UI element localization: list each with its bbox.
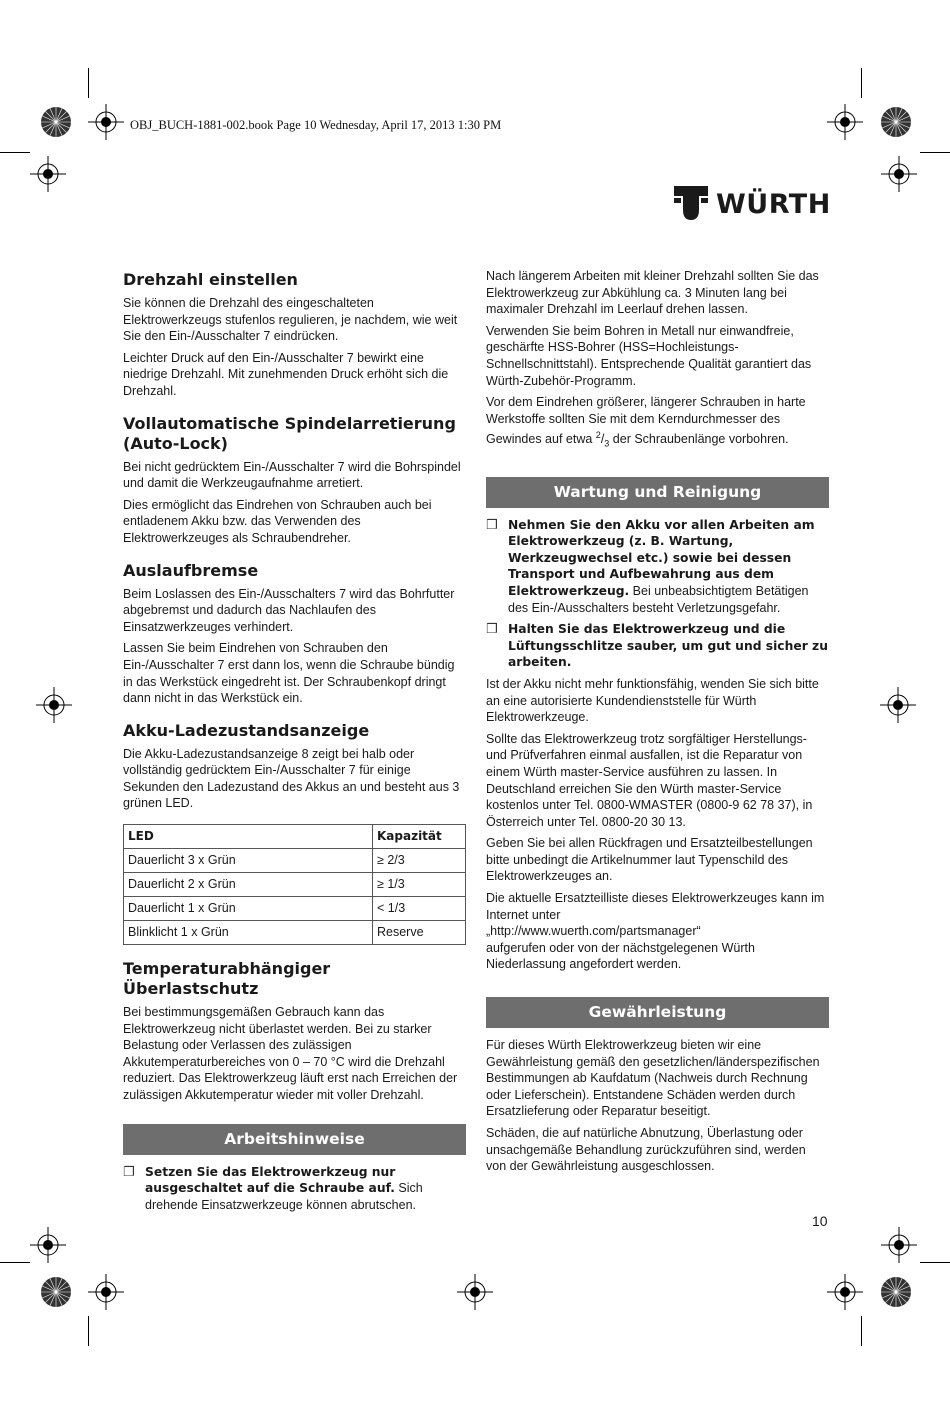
color-wheel-mark-icon bbox=[40, 106, 72, 138]
registration-mark-icon bbox=[36, 687, 72, 723]
table-row bbox=[124, 921, 466, 945]
table-cell: < 1/3 bbox=[373, 897, 466, 921]
section-title-drehzahl: Drehzahl einstellen bbox=[123, 270, 298, 289]
crop-mark bbox=[88, 1316, 89, 1346]
text-span: Vor dem Eindrehen größerer, längerer Schrauben in harte Werkstoffe sollten Sie mit dem Kerndurchmesser des Gewindes auf etwa bbox=[486, 395, 806, 447]
paragraph: Bei nicht gedrücktem Ein-/Ausschalter 7 wird die Bohrspindel und damit die Werkzeugaufnahme arretiert. bbox=[123, 459, 461, 491]
paragraph: Nach längerem Arbeiten mit kleiner Drehzahl sollten Sie das Elektrowerkzeug zur Abkühlung ca. 3 Minuten lang bei maximaler Drehzahl im Leerlauf drehen lassen. bbox=[486, 269, 819, 317]
section-bar-wartung: Wartung und Reinigung bbox=[486, 477, 829, 508]
color-wheel-mark-icon bbox=[40, 1276, 72, 1308]
table-header-capacity: Kapazität bbox=[373, 825, 466, 849]
registration-mark-icon bbox=[30, 1227, 66, 1263]
paragraph: Lassen Sie beim Eindrehen von Schrauben den Ein-/Ausschalter 7 erst dann los, wenn die Schraube bündig in das Werkstück eingedreht ist. Der Schraubenkopf dringt dann nicht in das Werkstück ein. bbox=[123, 641, 455, 706]
registration-mark-icon bbox=[457, 1274, 493, 1310]
text-span: der Schraubenlänge vorbohren. bbox=[609, 432, 789, 447]
paragraph bbox=[486, 890, 829, 973]
paragraph: Beim Loslassen des Ein-/Ausschalters 7 wird das Bohrfutter abgebremst und dadurch das Nachlaufen des Einsatzwerkzeuges verhindert. bbox=[123, 586, 455, 634]
section-bar-gewaehrleistung: Gewährleistung bbox=[486, 997, 829, 1028]
parts-manager-link[interactable]: „http://www.wuerth.com/partsmanager“ bbox=[486, 924, 701, 939]
registration-mark-icon bbox=[88, 104, 124, 140]
crop-mark bbox=[88, 68, 89, 98]
registration-mark-icon bbox=[88, 1274, 124, 1310]
list-item bbox=[123, 1164, 466, 1214]
registration-mark-icon bbox=[880, 687, 916, 723]
paragraph: Verwenden Sie beim Bohren in Metall nur einwandfreie, geschärfte HSS-Bohrer (HSS=Hochleistungs-Schnellschnittstahl). Entsprechende Qualität garantiert das Würth-Zubehör-Programm. bbox=[486, 323, 812, 388]
table-cell: Blinklicht 1 x Grün bbox=[124, 921, 373, 945]
registration-mark-icon bbox=[30, 156, 66, 192]
section-title-autolock: Vollautomatische Spindelarretierung (Auto-Lock) bbox=[123, 413, 456, 453]
paragraph: Vor dem Eindrehen größerer, längerer Schrauben in harte Werkstoffe sollten Sie mit dem Kerndurchmesser des Gewindes auf etwa $^2/_3$ der Schraubenlänge vorbohren. bbox=[486, 395, 806, 449]
text-span: aufgerufen oder von der nächstgelegenen Würth Niederlassung angefordert werden. bbox=[486, 940, 755, 972]
paragraph: Leichter Druck auf den Ein-/Ausschalter 7 bewirkt eine niedrige Drehzahl. Mit zunehmenden Druck erhöht sich die Drehzahl. bbox=[123, 350, 449, 398]
crop-mark bbox=[0, 1262, 30, 1263]
wuerth-logo-text: WÜRTH bbox=[716, 188, 831, 220]
registration-mark-icon bbox=[827, 1274, 863, 1310]
crop-mark bbox=[920, 152, 950, 153]
print-file-info: OBJ_BUCH-1881-002.book Page 10 Wednesday, April 17, 2013 1:30 PM bbox=[130, 118, 502, 132]
table-cell: ≥ 1/3 bbox=[373, 873, 466, 897]
bullet-strong-text: Setzen Sie das Elektrowerkzeug nur ausgeschaltet auf die Schraube auf. bbox=[145, 1164, 396, 1196]
section-bar-arbeitshinweise: Arbeitshinweise bbox=[123, 1124, 466, 1155]
crop-mark bbox=[861, 1316, 862, 1346]
paragraph: Für dieses Würth Elektrowerkzeug bieten wir eine Gewährleistung gemäß den gesetzlichen/länderspezifischen Bestimmungen ab Kaufdatum (Nachweis durch Rechnung oder Lieferschein). Entstandene Schäden werden durch Ersatzlieferung oder Reparatur beseitigt. bbox=[486, 1038, 820, 1119]
led-capacity-table bbox=[123, 824, 466, 945]
table-cell: Dauerlicht 2 x Grün bbox=[124, 873, 373, 897]
paragraph: Dies ermöglicht das Eindrehen von Schrauben auch bei entladenem Akku bzw. das Verwenden des Elektrowerkzeuges als Schraubendreher. bbox=[123, 497, 432, 545]
table-cell: Dauerlicht 3 x Grün bbox=[124, 849, 373, 873]
section-title-auslaufbremse: Auslaufbremse bbox=[123, 560, 259, 580]
paragraph: Ist der Akku nicht mehr funktionsfähig, wenden Sie sich bitte an eine autorisierte Kundendienststelle für Würth Elektrowerkzeuge. bbox=[486, 676, 819, 725]
color-wheel-mark-icon bbox=[880, 106, 912, 138]
list-item bbox=[486, 517, 829, 617]
bullet-text: Bei unbeabsichtigtem Betätigen des Ein-/Ausschalters besteht Verletzungsgefahr. bbox=[508, 583, 809, 615]
table-cell: ≥ 2/3 bbox=[373, 849, 466, 873]
bullet-text: Sich drehende Einsatzwerkzeuge können abrutschen. bbox=[145, 1181, 423, 1212]
fraction-numerator: 2 bbox=[595, 430, 601, 441]
paragraph: Bei bestimmungsgemäßen Gebrauch kann das Elektrowerkzeug nicht überlastet werden. Bei zu starker Belastung oder Verlassen des zulässigen Akkutemperaturbereiches von 0 – 70 °C wird die Drehzahl reduziert. Das Elektrowerkzeug läuft erst nach Erreichen der zulässigen Akkutemperatur wieder mit voller Drehzahl. bbox=[123, 1005, 458, 1103]
table-cell: Dauerlicht 1 x Grün bbox=[124, 897, 373, 921]
table-header-led: LED bbox=[124, 825, 373, 849]
paragraph: Die Akku-Ladezustandsanzeige 8 zeigt bei halb oder vollständig gedrücktem Ein-/Ausschalter 7 für einige Sekunden den Ladezustand des Akkus an und besteht aus 3 grünen LED. bbox=[123, 746, 460, 811]
left-column bbox=[123, 268, 466, 1218]
table-header-row bbox=[124, 825, 466, 849]
fraction-denominator: 3 bbox=[604, 439, 610, 449]
crop-mark bbox=[920, 1262, 950, 1263]
paragraph: Schäden, die auf natürliche Abnutzung, Überlastung oder unsachgemäße Behandlung zurückzuführen sind, werden von der Gewährleistung ausgeschlossen. bbox=[486, 1126, 806, 1174]
table-cell: Reserve bbox=[373, 921, 466, 945]
registration-mark-icon bbox=[881, 156, 917, 192]
paragraph: Geben Sie bei allen Rückfragen und Ersatzteilbestellungen bitte unbedingt die Artikelnummer laut Typenschild des Elektrowerkzeuges an. bbox=[486, 836, 813, 884]
page-number: 10 bbox=[812, 1213, 828, 1229]
table-row bbox=[124, 849, 466, 873]
crop-mark bbox=[861, 68, 862, 98]
table-row bbox=[124, 873, 466, 897]
section-title-temperatur: Temperaturabhängiger Überlastschutz bbox=[123, 959, 331, 999]
section-title-akku: Akku-Ladezustandsanzeige bbox=[123, 720, 370, 740]
table-row bbox=[124, 897, 466, 921]
right-column bbox=[486, 268, 829, 1180]
bullet-strong-text: Halten Sie das Elektrowerkzeug und die Lüftungsschlitze sauber, um gut und sicher zu arbeiten. bbox=[508, 622, 828, 670]
registration-mark-icon bbox=[881, 1227, 917, 1263]
color-wheel-mark-icon bbox=[880, 1276, 912, 1308]
checkbox-bullet-icon: ❒ bbox=[123, 1163, 135, 1179]
registration-mark-icon bbox=[827, 104, 863, 140]
paragraph: Sollte das Elektrowerkzeug trotz sorgfältiger Herstellungs- und Prüfverfahren einmal ausfallen, ist die Reparatur von einem Würth master-Service ausführen zu lassen. In Deutschland erreichen Sie den Würth master-Service kostenlos unter Tel. 0800-WMASTER (0800-9 62 78 37), in Österreich unter Tel. 0800-20 30 13. bbox=[486, 731, 813, 829]
text-span: Die aktuelle Ersatzteilliste dieses Elektrowerkzeuges kann im Internet unter bbox=[486, 891, 825, 922]
checkbox-bullet-icon: ❒ bbox=[486, 516, 498, 532]
wuerth-logo-icon bbox=[674, 186, 708, 222]
list-item bbox=[486, 621, 829, 671]
bullet-strong-text: Nehmen Sie den Akku vor allen Arbeiten am Elektrowerkzeug (z. B. Wartung, Werkzeugwechsel etc.) sowie bei dessen Transport und Aufbewahrung aus dem Elektrowerkzeug. bbox=[508, 517, 815, 598]
crop-mark bbox=[0, 152, 30, 153]
wuerth-logo bbox=[674, 186, 831, 222]
paragraph: Sie können die Drehzahl des eingeschalteten Elektrowerkzeugs stufenlos regulieren, je nachdem, wie weit Sie den Ein-/Ausschalter 7 eindrücken. bbox=[123, 296, 458, 344]
checkbox-bullet-icon: ❒ bbox=[486, 621, 498, 637]
